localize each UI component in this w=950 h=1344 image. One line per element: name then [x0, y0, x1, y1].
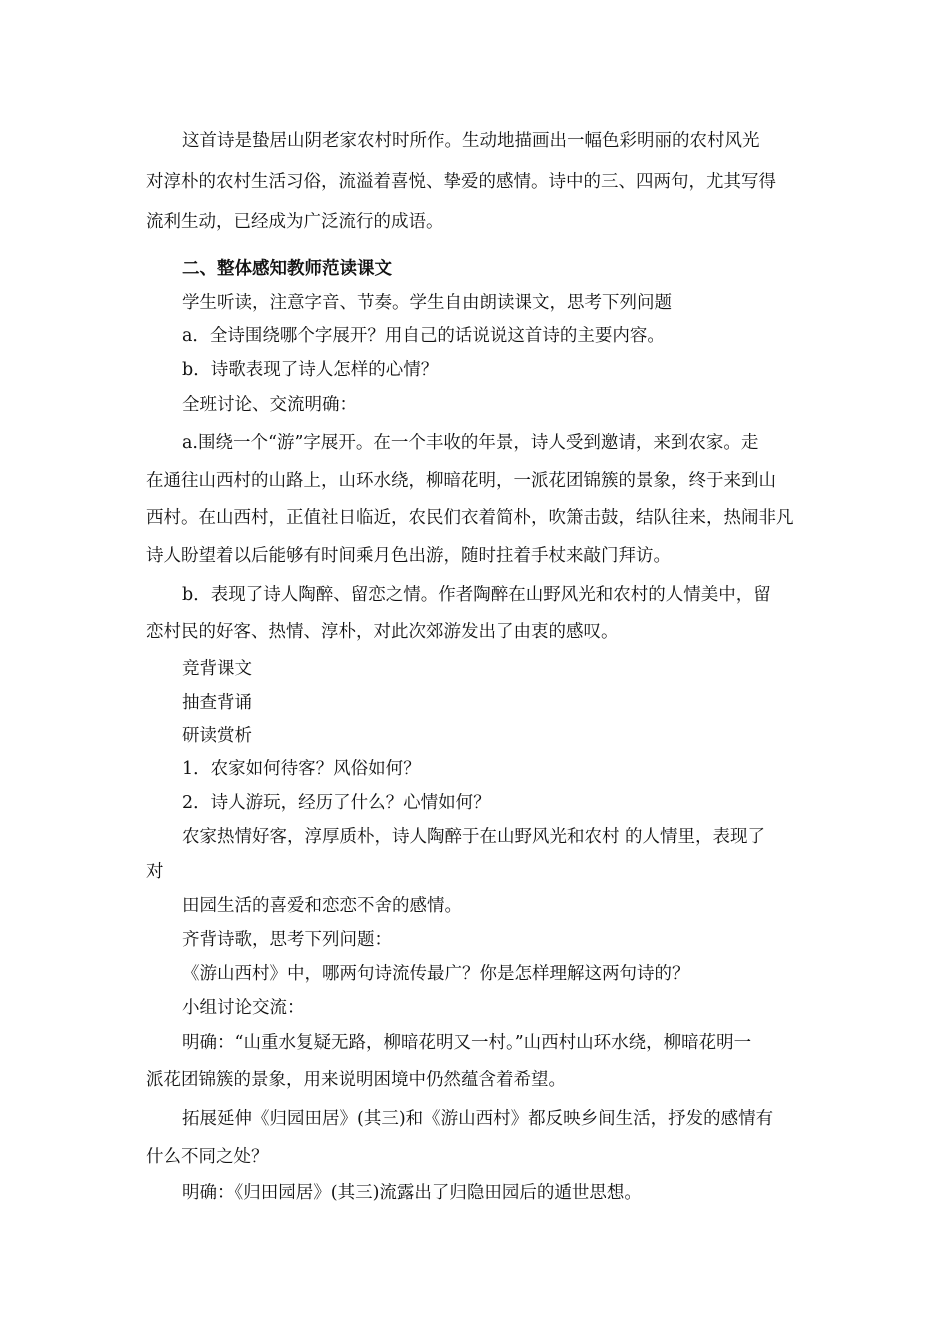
paragraph-line: b．表现了诗人陶醉、留恋之情。作者陶醉在山野风光和农村的人情美中，留	[182, 585, 771, 605]
paragraph-line: 这首诗是蛰居山阴老家农村时所作。生动地描画出一幅色彩明丽的农村风光	[182, 131, 760, 151]
paragraph-line: 拓展延伸《归园田居》(其三)和《游山西村》都反映乡间生活，抒发的感情有	[182, 1109, 774, 1129]
question-line: a．全诗围绕哪个字展开？用自己的话说说这首诗的主要内容。	[182, 326, 665, 346]
paragraph-line: 恋村民的好客、热情、淳朴，对此次郊游发出了由衷的感叹。	[146, 622, 619, 642]
paragraph-line: 研读赏析	[182, 726, 252, 746]
paragraph-line: 竞背课文	[182, 659, 252, 679]
paragraph-line: 齐背诗歌，思考下列问题：	[182, 930, 392, 950]
paragraph-line: 全班讨论、交流明确：	[182, 395, 357, 415]
paragraph-line: 流利生动，已经成为广泛流行的成语。	[146, 212, 444, 232]
paragraph-line: 派花团锦簇的景象，用来说明困境中仍然蕴含着希望。	[146, 1070, 566, 1090]
paragraph-line: 明确：《归田园居》(其三)流露出了归隐田园后的遁世思想。	[182, 1183, 642, 1203]
paragraph-line: 抽查背诵	[182, 693, 252, 713]
paragraph-line: 小组讨论交流：	[182, 998, 305, 1018]
question-line: 1．农家如何待客？风俗如何？	[182, 759, 421, 779]
paragraph-line: a.围绕一个“游”字展开。在一个丰收的年景，诗人受到邀请，来到农家。走	[182, 433, 759, 453]
paragraph-line: 明确：“山重水复疑无路，柳暗花明又一村。”山西村山环水绕，柳暗花明一	[182, 1033, 752, 1053]
paragraph-line: 农家热情好客，淳厚质朴，诗人陶醉于在山野风光和农村 的人情里，表现了	[182, 827, 766, 847]
paragraph-line: 对淳朴的农村生活习俗，流溢着喜悦、挚爱的感情。诗中的三、四两句，尤其写得	[146, 172, 776, 192]
paragraph-line: 田园生活的喜爱和恋恋不舍的感情。	[182, 896, 462, 916]
section-heading: 二、整体感知教师范读课文	[182, 259, 392, 279]
question-line: 2．诗人游玩，经历了什么？心情如何？	[182, 793, 491, 813]
question-line: b．诗歌表现了诗人怎样的心情？	[182, 360, 439, 380]
question-line: 《游山西村》中，哪两句诗流传最广？你是怎样理解这两句诗的？	[182, 964, 690, 984]
paragraph-line: 学生听读，注意字音、节奏。学生自由朗读课文，思考下列问题	[182, 293, 672, 313]
paragraph-line: 对	[146, 862, 164, 882]
paragraph-line: 什么不同之处？	[146, 1147, 269, 1167]
paragraph-line: 在通往山西村的山路上，山环水绕，柳暗花明，一派花团锦簇的景象，终于来到山	[146, 471, 776, 491]
paragraph-line: 诗人盼望着以后能够有时间乘月色出游，随时拄着手杖来敲门拜访。	[146, 546, 671, 566]
paragraph-line: 西村。在山西村，正值社日临近，农民们衣着简朴，吹箫击鼓，结队往来，热闹非凡	[146, 508, 794, 528]
